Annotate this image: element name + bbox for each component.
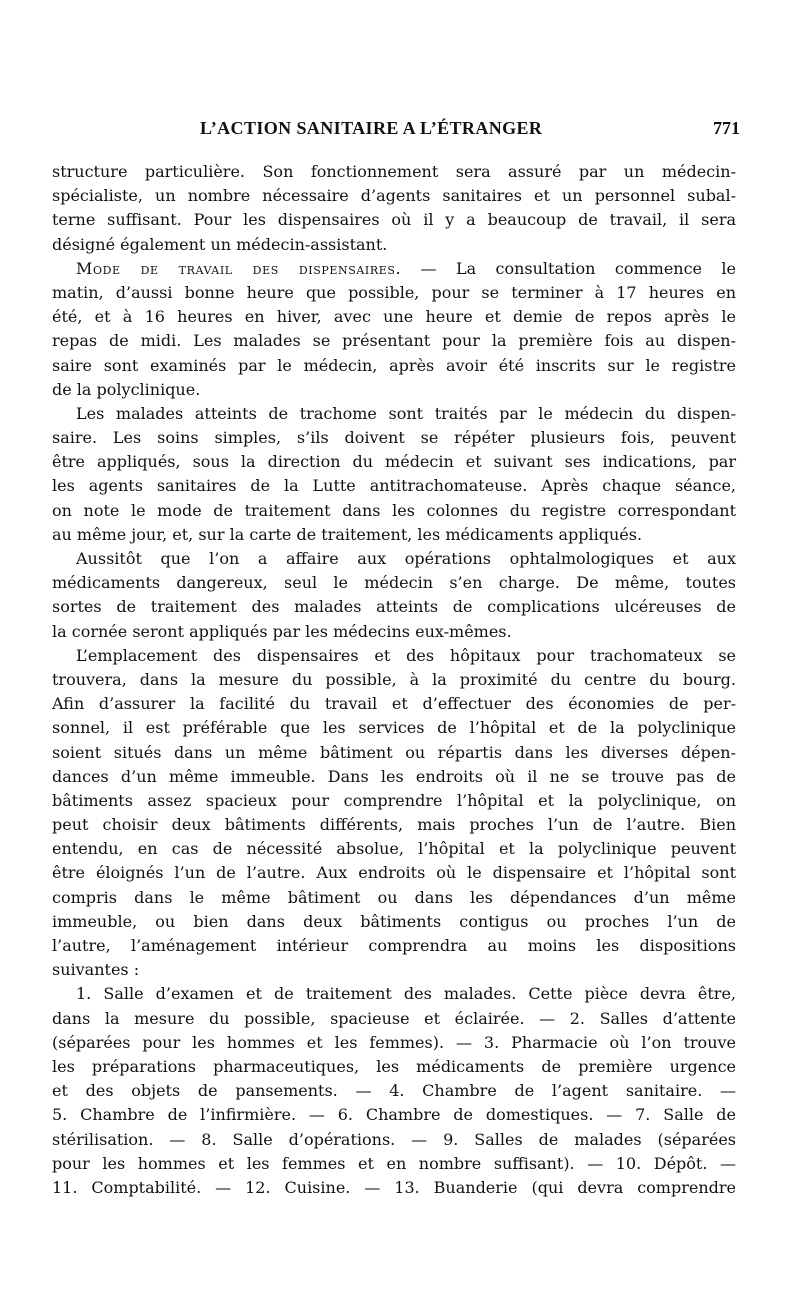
- text-line: au même jour, et, sur la carte de traitement, les médicaments appliqués.: [52, 524, 643, 544]
- text-line: (séparées pour les hommes et les femmes). — 3. Pharmacie où l’on trouve: [52, 1032, 736, 1052]
- text-line: 5. Chambre de l’infirmière. — 6. Chambre de domestiques. — 7. Salle de: [52, 1105, 736, 1125]
- text-line: de la polyclinique.: [52, 379, 201, 399]
- text-line: la cornée seront appliqués par les médecins eux-mêmes.: [52, 621, 512, 641]
- paragraph-emplacement: [52, 644, 736, 983]
- paragraph-trachome: [52, 402, 736, 547]
- text-line: trouvera, dans la mesure du possible, à la proximité du centre du bourg.: [52, 669, 736, 689]
- text-line: sortes de traitement des malades atteints de complications ulcéreuses de: [52, 597, 736, 617]
- text-line: saire. Les soins simples, s’ils doivent se répéter plusieurs fois, peuvent: [52, 428, 736, 448]
- paragraph-mode-de-travail: [52, 257, 736, 402]
- text-line: on note le mode de traitement dans les colonnes du registre correspondant: [52, 500, 736, 520]
- text-line: compris dans le même bâtiment ou dans les dépendances d’un même: [52, 887, 736, 907]
- text-line: soient situés dans un même bâtiment ou répartis dans les diverses dépen-: [52, 742, 736, 762]
- page-header: [52, 118, 740, 148]
- text-line: [52, 257, 736, 281]
- paragraph-operations: [52, 547, 736, 644]
- paragraph-structure: [52, 160, 736, 257]
- text-line: dances d’un même immeuble. Dans les endroits où il ne se trouve pas de: [52, 766, 736, 786]
- text-line: repas de midi. Les malades se présentant pour la première fois au dispen-: [52, 331, 736, 351]
- text-line: être éloignés l’un de l’autre. Aux endroits où le dispensaire et l’hôpital sont: [52, 863, 736, 883]
- text-line: saire sont examinés par le médecin, après avoir été inscrits sur le registre: [52, 355, 736, 375]
- text-line: Les malades atteints de trachome sont traités par le médecin du dispen-: [76, 403, 736, 423]
- text-line: les agents sanitaires de la Lutte antitrachomateuse. Après chaque séance,: [52, 476, 736, 496]
- text-line: être appliqués, sous la direction du médecin et suivant ses indications, par: [52, 452, 736, 472]
- text-line: Aussitôt que l’on a affaire aux opérations ophtalmologiques et aux: [76, 549, 736, 568]
- text-line: les préparations pharmaceutiques, les médicaments de première urgence: [52, 1056, 736, 1076]
- text-line: peut choisir deux bâtiments différents, mais proches l’un de l’autre. Bien: [52, 815, 736, 835]
- text-line: médicaments dangereux, seul le médecin s’en charge. De même, toutes: [52, 573, 736, 593]
- text-line: sonnel, il est préférable que les services de l’hôpital et de la polyclinique: [52, 718, 736, 738]
- text-line: bâtiments assez spacieux pour comprendre l’hôpital et la polyclinique, on: [52, 790, 736, 810]
- text-line: Afin d’assurer la facilité du travail et d’effectuer des économies de per-: [52, 694, 736, 714]
- text-line: stérilisation. — 8. Salle d’opérations. — 9. Salles de malades (séparées: [52, 1129, 736, 1149]
- heading-line-rest: — La consultation commence le: [401, 258, 736, 278]
- text-line: dans la mesure du possible, spacieuse et éclairée. — 2. Salles d’attente: [52, 1008, 736, 1028]
- text-line: suivantes :: [52, 960, 140, 980]
- text-line: pour les hommes et les femmes et en nombre suffisant). — 10. Dépôt. —: [52, 1153, 736, 1173]
- section-heading: Mode de travail des dispensaires.: [76, 258, 402, 278]
- body-text: [52, 160, 736, 1200]
- paragraph-enumeration: [52, 982, 736, 1200]
- text-line: terne suffisant. Pour les dispensaires où il y a beaucoup de travail, il sera: [52, 210, 736, 230]
- text-line: et des objets de pansements. — 4. Chambre de l’agent sanitaire. —: [52, 1081, 736, 1101]
- text-line: l’autre, l’aménagement intérieur comprendra au moins les dispositions: [52, 936, 736, 955]
- text-line: L’emplacement des dispensaires et des hôpitaux pour trachomateux se: [76, 645, 736, 665]
- text-line: structure particulière. Son fonctionnement sera assuré par un médecin-: [52, 162, 736, 181]
- text-line: été, et à 16 heures en hiver, avec une heure et demie de repos après le: [52, 307, 736, 327]
- running-title: L’ACTION SANITAIRE A L’ÉTRANGER: [200, 118, 543, 138]
- text-line: spécialiste, un nombre nécessaire d’agents sanitaires et un personnel subal-: [52, 186, 736, 206]
- text-line: entendu, en cas de nécessité absolue, l’hôpital et la polyclinique peuvent: [52, 839, 736, 859]
- text-line: matin, d’aussi bonne heure que possible, pour se terminer à 17 heures en: [52, 282, 736, 302]
- text-line: 11. Comptabilité. — 12. Cuisine. — 13. Buanderie (qui devra comprendre: [52, 1177, 736, 1197]
- page-number: 771: [713, 118, 740, 138]
- text-line: immeuble, ou bien dans deux bâtiments contigus ou proches l’un de: [52, 911, 736, 931]
- text-line: 1. Salle d’examen et de traitement des malades. Cette pièce devra être,: [76, 984, 736, 1004]
- text-line: désigné également un médecin-assistant.: [52, 234, 388, 254]
